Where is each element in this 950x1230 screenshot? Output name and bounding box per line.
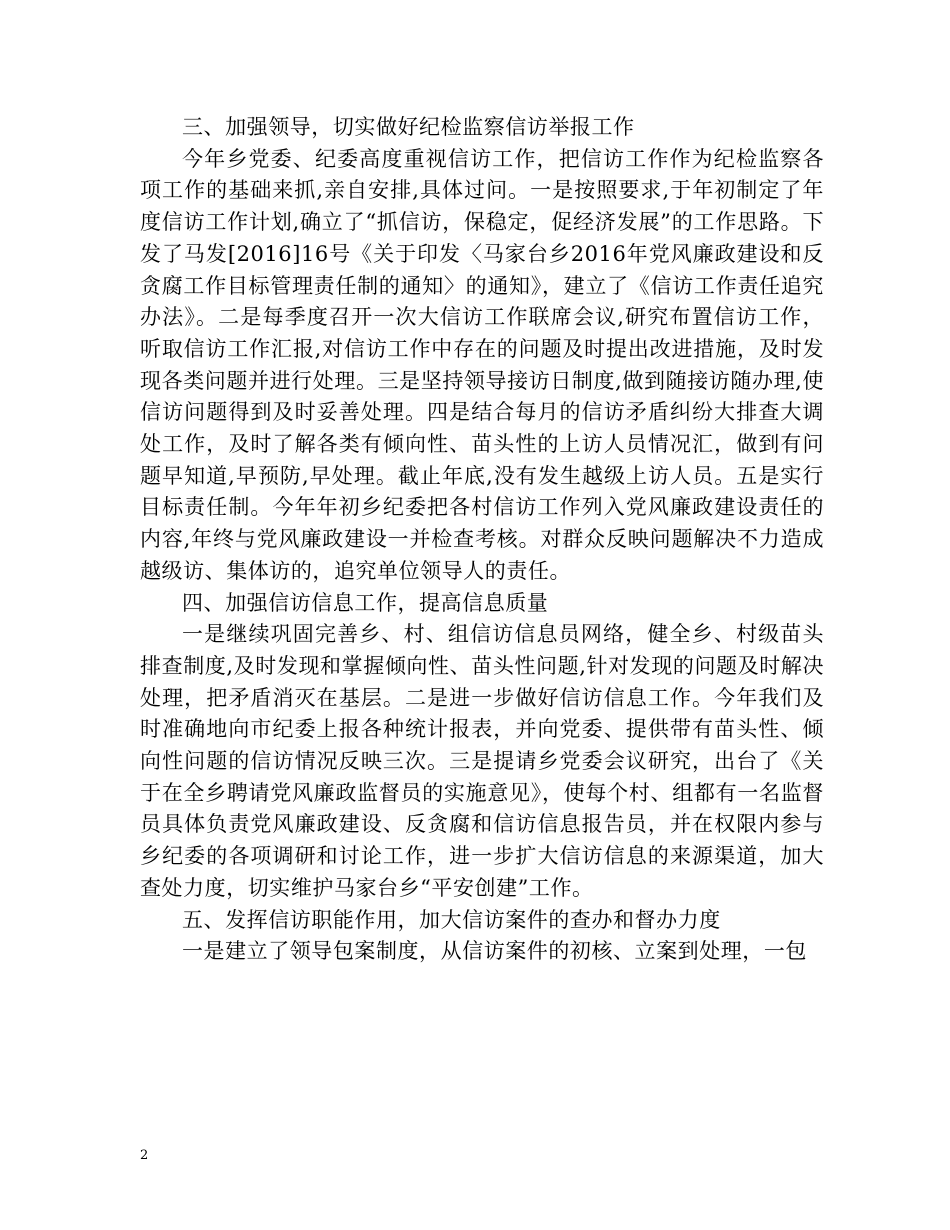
section-heading-5: 五、发挥信访职能作用，加大信访案件的查办和督办力度 [182, 907, 721, 932]
body-paragraph: 今年乡党委、纪委高度重视信访工作，把信访工作作为纪检监察各项工作的基础来抓,亲自安排,具体过问。一是按照要求,于年初制定了年度信访工作计划,确立了“抓信访，保稳定，促经济发展”的工作思路。下发了马发[2016]16号《关于印发〈马家台乡2016年党风廉政建设和反贪腐工作目标管理责任制的通知〉的通知》，建立了《信访工作责任追究办法》。二是每季度召开一次大信访工作联席会议,研究布置信访工作，听取信访工作汇报,对信访工作中存在的问题及时提出改进措施，及时发现各类问题并进行处理。三是坚持领导接访日制度,做到随接访随办理,使信访问题得到及时妥善处理。四是结合每月的信访矛盾纠纷大排查大调处工作，及时了解各类有倾向性、苗头性的上访人员情况汇，做到有问题早知道,早预防,早处理。截止年底,没有发生越级上访人员。五是实行目标责任制。今年年初乡纪委把各村信访工作列入党风廉政建设责任的内容,年终与党风廉政建设一并检查考核。对群众反映问题解决不力造成越级访、集体访的，追究单位领导人的责任。 [140, 146, 824, 583]
page-number: 2 [140, 1148, 149, 1163]
section-heading-3: 三、加强领导，切实做好纪检监察信访举报工作 [182, 115, 635, 139]
body-paragraph: 一是建立了领导包案制度，从信访案件的初核、立案到处理，一包 [182, 939, 807, 964]
document-body [140, 112, 824, 968]
section-heading-4: 四、加强信访信息工作，提高信息质量 [182, 590, 549, 615]
body-paragraph: 一是继续巩固完善乡、村、组信访信息员网络，健全乡、村级苗头排查制度,及时发现和掌握倾向性、苗头性问题,针对发现的问题及时解决处理，把矛盾消灭在基层。二是进一步做好信访信息工作。今年我们及时准确地向市纪委上报各种统计报表，并向党委、提供带有苗头性、倾向性问题的信访情况反映三次。三是提请乡党委会议研究，出台了《关于在全乡聘请党风廉政监督员的实施意见》，使每个村、组都有一名监督员具体负责党风廉政建设、反贪腐和信访信息报告员，并在权限内参与乡纪委的各项调研和讨论工作，进一步扩大信访信息的来源渠道，加大查处力度，切实维护马家台乡“平安创建”工作。 [140, 622, 824, 900]
